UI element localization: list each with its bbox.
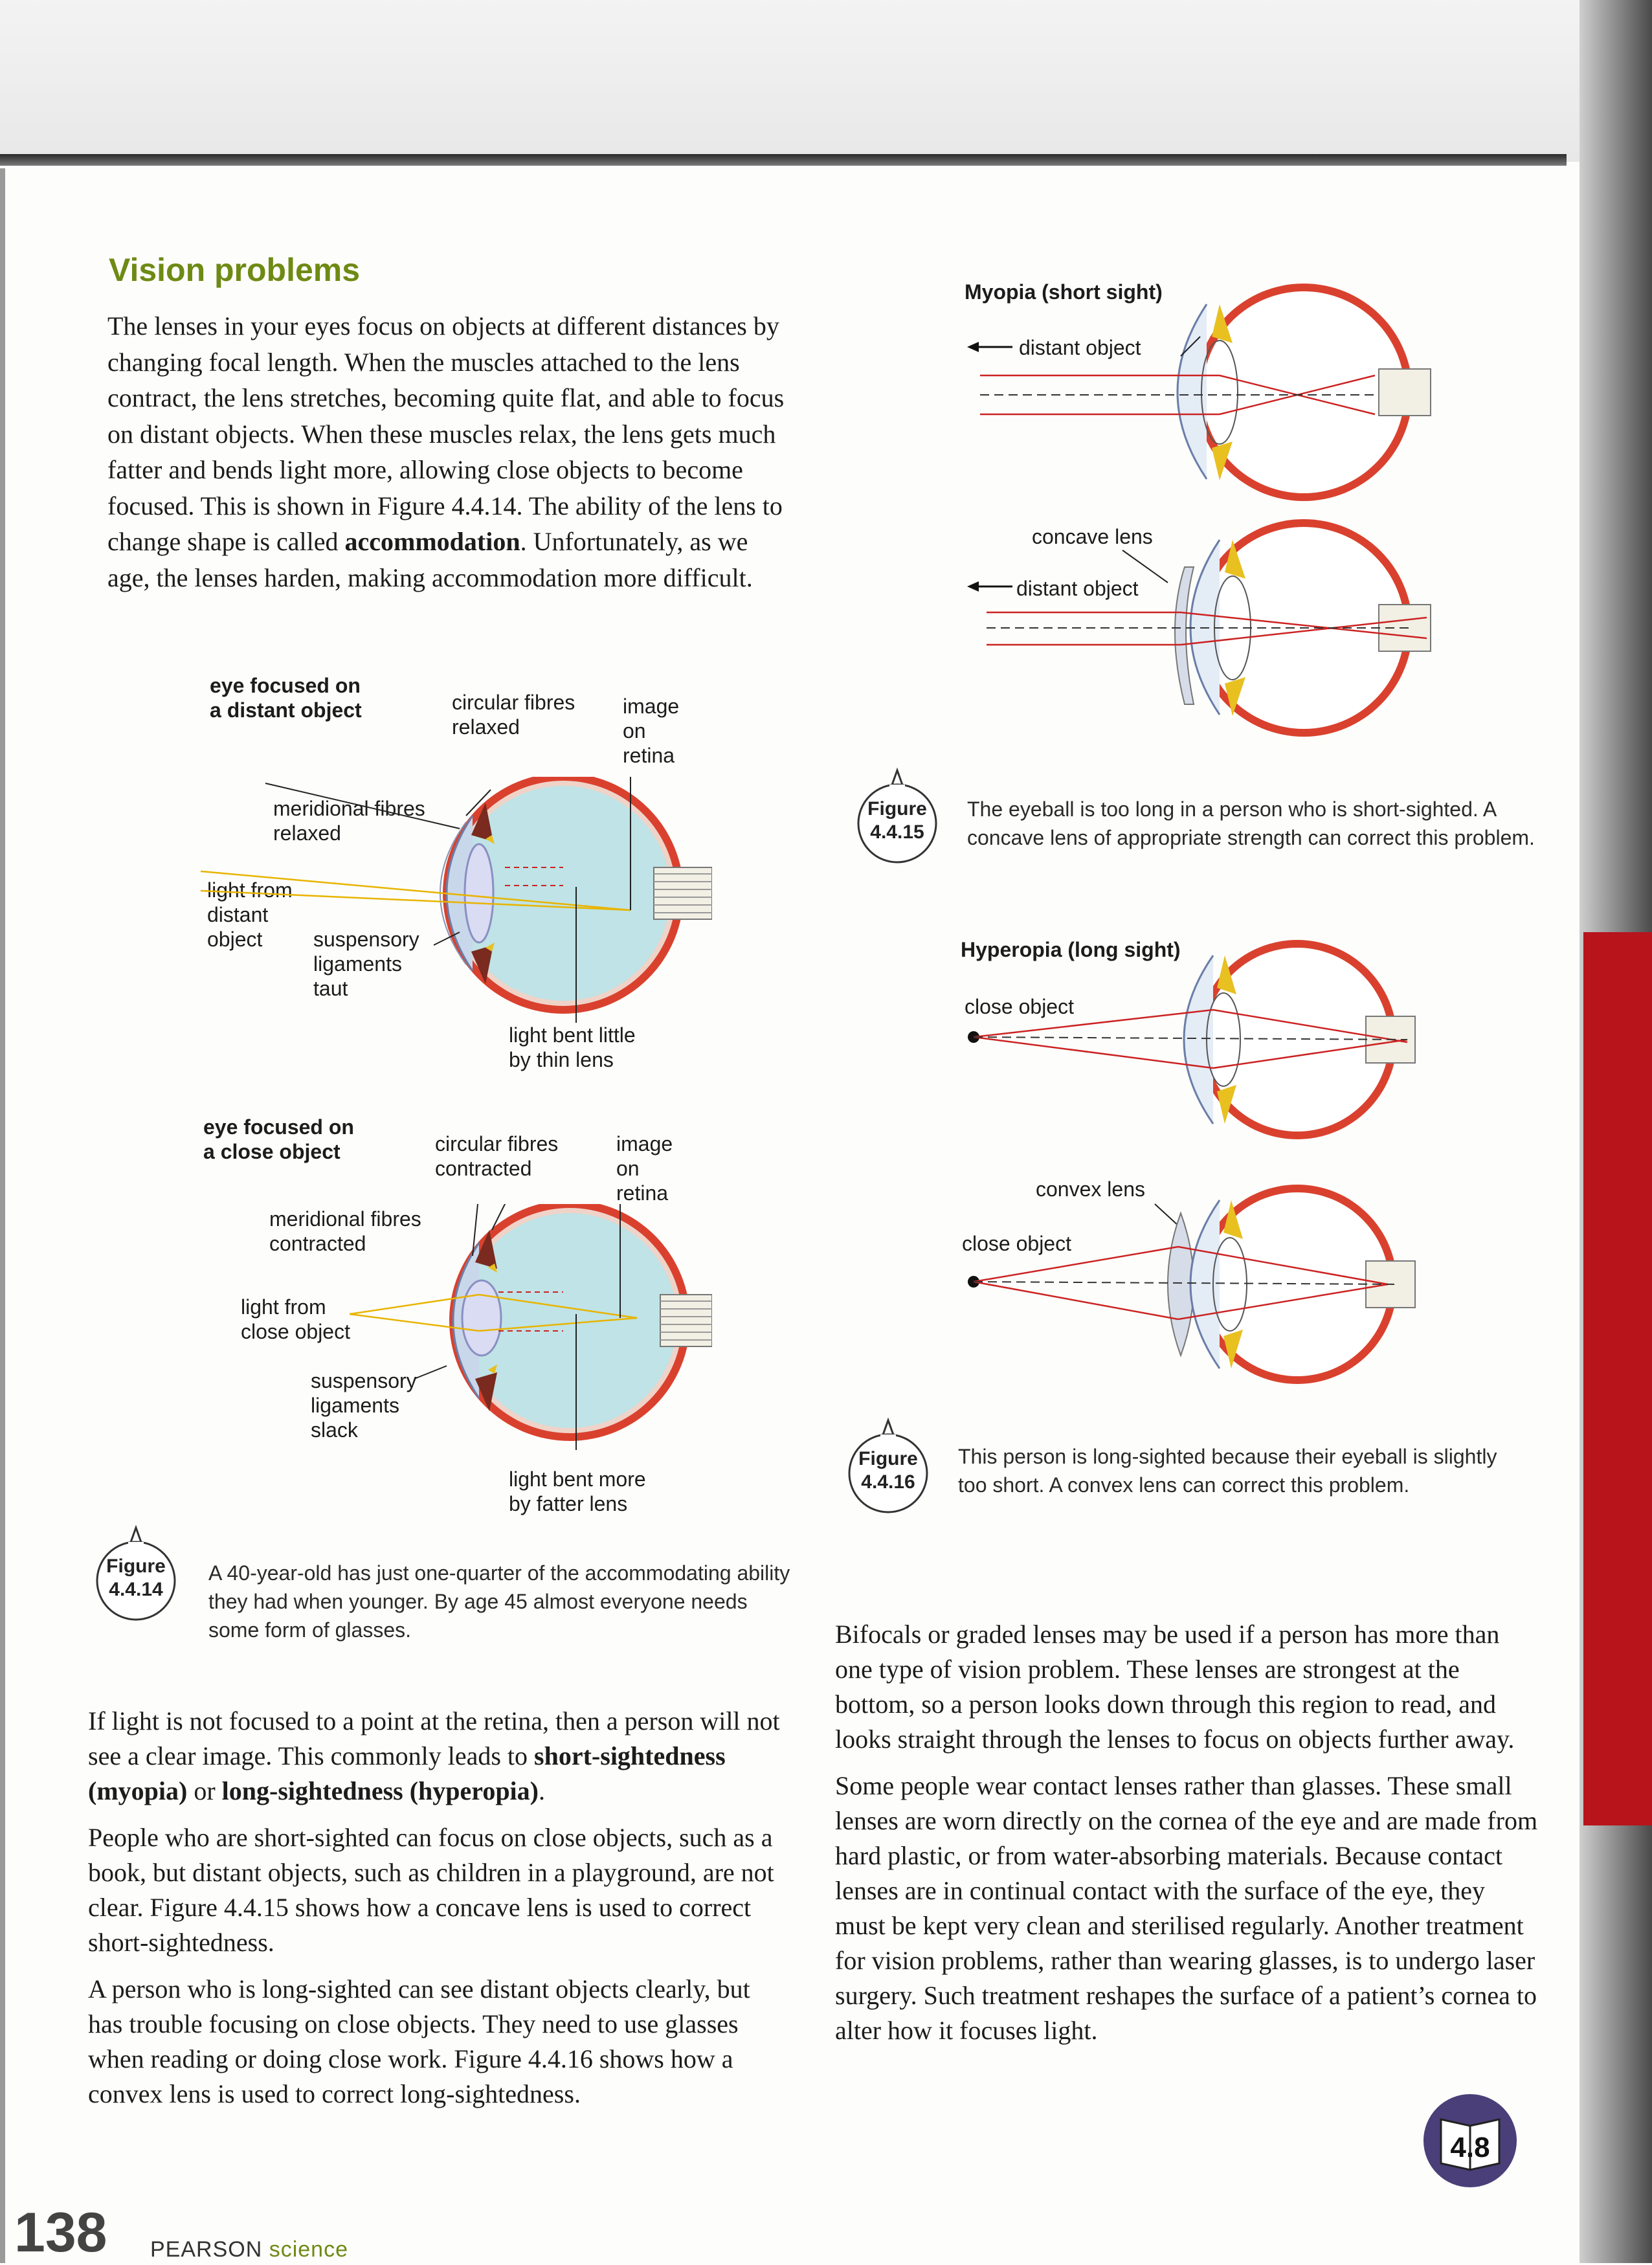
badge-label: Figure: [858, 1448, 918, 1469]
page-edge: [0, 154, 1567, 166]
fig15-title: Myopia (short sight): [965, 280, 1163, 304]
publisher-name: PEARSON: [150, 2237, 263, 2262]
fig14-distant-light-label: light from distant object: [207, 878, 293, 951]
chapter-icon: [1422, 2092, 1519, 2189]
left-margin-edge: [0, 168, 5, 2263]
fig14-distant-circular-label: circular fibres relaxed: [452, 691, 575, 739]
left-paragraph-1: If light is not focused to a point at the retina, then a person will not see a clear image. This commonly leads to short-sightedness (myopia) or long-sightedness (hyperopia).: [88, 1706, 780, 1805]
fig16-close-object-label-2: close object: [962, 1232, 1071, 1255]
bold-term: short-sightedness (myopia): [88, 1741, 726, 1805]
badge-number: 4.4.14: [109, 1579, 163, 1600]
left-column-text: [88, 1704, 781, 2123]
fig15-concave-lens-label: concave lens: [1032, 525, 1153, 548]
badge-number: 4.4.15: [870, 821, 924, 843]
fig14-close-meridional-label: meridional fibres contracted: [269, 1207, 421, 1255]
right-paragraph-1: Bifocals or graded lenses may be used if a person has more than one type of vision problem. These lenses are strongest at the bottom, so a person looks down through this region to read, and looks straight through the lenses to focus on objects further away.: [835, 1620, 1515, 1754]
publisher-series: science: [269, 2237, 348, 2262]
fig15-distant-object-label-1: distant object: [1019, 336, 1141, 359]
figure-badge-4-4-15: [852, 768, 943, 858]
fig14-distant-bent-label: light bent little by thin lens: [509, 1023, 636, 1071]
publisher-logo: [150, 2237, 348, 2262]
scan-top-shadow: [0, 0, 1652, 162]
fig14-close-title: eye focused on a close object: [203, 1115, 354, 1163]
fig14-distant-image-label: image on retina: [623, 695, 680, 767]
bold-term: long-sightedness (hyperopia): [221, 1776, 539, 1805]
left-paragraph-2: People who are short-sighted can focus on close objects, such as a book, but distant objects, such as children in a playground, are not clear. Figure 4.4.15 shows how a concave lens is used to correct short-sightedness.: [88, 1823, 774, 1957]
badge-number: 4.4.16: [861, 1471, 915, 1493]
badge-label: Figure: [867, 798, 927, 820]
figure-badge-4-4-16: [843, 1418, 933, 1508]
fig16-title: Hyperopia (long sight): [961, 938, 1181, 961]
eye-diagram-close-object: [350, 1204, 712, 1450]
right-column-text: [835, 1617, 1541, 2060]
fig14-close-circular-label: circular fibres contracted: [435, 1132, 559, 1180]
fig16-convex-lens-label: convex lens: [1036, 1177, 1145, 1201]
figure-4-4-15-caption: The eyeball is too long in a person who is short-sighted. A concave lens of appropriate strength can correct this problem.: [967, 798, 1535, 849]
fig14-close-image-label: image on retina: [616, 1132, 673, 1205]
figure-4-4-16-caption: This person is long-sighted because their eyeball is slightly too short. A convex lens can correct this problem.: [958, 1445, 1497, 1497]
section-heading: Vision problems: [109, 252, 361, 288]
left-paragraph-3: A person who is long-sighted can see distant objects clearly, but has trouble focusing on close objects. They need to use glasses when reading or doing close work. Figure 4.4.16 shows how a convex lens is used to correct long-sightedness.: [88, 1974, 750, 2108]
myopia-diagram: [961, 278, 1453, 770]
fig16-close-object-label-1: close object: [965, 995, 1074, 1018]
figure-4-4-14-caption: A 40-year-old has just one-quarter of the accommodating ability they had when younger. By age 45 almost everyone needs some form of glasses.: [208, 1561, 790, 1642]
fig14-close-suspensory-label: suspensory ligaments slack: [311, 1369, 417, 1442]
hyperopia-diagram: [961, 932, 1453, 1424]
page-number: 138: [14, 2202, 107, 2264]
bold-term: accommodation: [344, 527, 520, 556]
fig14-distant-meridional-label: meridional fibres relaxed: [273, 797, 425, 845]
right-paragraph-2: Some people wear contact lenses rather than glasses. These small lenses are worn directly on the cornea of the eye and are made from hard plastic, or from water-absorbing materials. Because contact lenses are in continual contact with the surface of the eye, they must be kept very clean and sterilised regularly. Another treatment for vision problems, rather than wearing glasses, is to undergo laser surgery. Such treatment reshapes the surface of a patient’s cornea to alter how it focuses light.: [835, 1771, 1538, 2045]
red-page-tab: [1583, 932, 1652, 1825]
chapter-icon-label: 4.8: [1450, 2132, 1490, 2163]
fig14-close-bent-label: light bent more by fatter lens: [509, 1467, 646, 1515]
badge-label: Figure: [106, 1556, 166, 1577]
fig15-distant-object-label-2: distant object: [1016, 577, 1139, 600]
fig14-distant-title: eye focused on a distant object: [210, 674, 362, 722]
intro-paragraph: The lenses in your eyes focus on objects at different distances by changing focal length. When the muscles attached to the lens contract, the lens stretches, becoming quite flat, and able to focus on distant objects. When these muscles relax, the lens gets much fatter and bends light more, allowing close objects to become focused. This is shown in Figure 4.4.14. The ability of the lens to change shape is called accommodation. Unfortunately, as we age, the lenses harden, making accommodation more difficult.: [107, 311, 785, 592]
fig14-distant-suspensory-label: suspensory ligaments taut: [313, 928, 419, 1000]
figure-badge-4-4-14: [91, 1525, 181, 1616]
eye-diagram-distant-object: [201, 777, 712, 1023]
fig14-close-light-label: light from close object: [241, 1295, 350, 1343]
